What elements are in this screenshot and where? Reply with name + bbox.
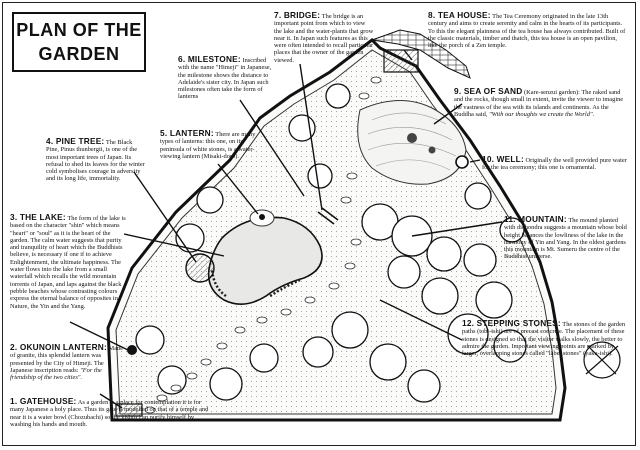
note-sea-quote: "With our thoughts we create the World". — [488, 110, 595, 118]
note-sea-heading: 9. SEA OF SAND — [454, 86, 523, 96]
note-mountain-body: The mound planted with dichondra suggests a mountain whose bold height balances the lowliness of the lake in the harmony of Yin and Yang. In the oldest gardens this mountain is Mt. Sumeru the centre of the Buddhist universe. — [504, 217, 627, 261]
note-gatehouse-heading: 1. GATEHOUSE: — [10, 396, 77, 406]
note-gatehouse-body: As a garden is a place for contemplation it is for many Japanese a holy place. Thus its gate is modelled on that of a temple and near it is a water bowl (Chozubachi) so the visitor can purify himself by washing his hands and mouth. — [10, 399, 209, 428]
note-bridge-body: The bridge is an important point from which to view the lake and the water-plants that grow near it. In Japan such features as this were often intended to recall particular places that the owner of the garden viewed. — [274, 13, 374, 64]
note-okunoin-heading: 2. OKUNOIN LANTERN: — [10, 342, 107, 352]
note-mountain — [504, 216, 630, 261]
note-milestone — [178, 56, 274, 101]
note-lantern — [160, 130, 256, 160]
note-lantern-heading: 5. LANTERN: — [160, 128, 214, 138]
note-teahouse — [428, 12, 628, 49]
title-line-2: GARDEN — [38, 44, 120, 64]
tea-house — [384, 50, 418, 72]
note-teahouse-body: The Tea Ceremony originated in the late 13th century and aims to create serenity and calm in the hearts of its participants. To this the elegant plainness of the tea house has always contributed. Built of the classic materials, timber and thatch, this tea house is an open pavilion, like the porch of a Zen temple. — [428, 13, 626, 50]
note-well-heading: 10. WELL: — [482, 154, 524, 164]
note-okunoin-quote: "For the friendship of the two cities". — [10, 366, 102, 382]
note-okunoin — [10, 344, 126, 381]
note-stones-heading: 12. STEPPING STONES: — [462, 318, 561, 328]
note-mountain-heading: 11. MOUNTAIN: — [504, 214, 567, 224]
title-line-1: PLAN OF THE — [16, 20, 142, 40]
note-bridge — [274, 12, 374, 64]
note-lake-heading: 3. THE LAKE: — [10, 212, 66, 222]
pine-tree — [186, 254, 214, 282]
note-stones-body: The stones of the garden paths (tobi-ishi) are of precast concrete. The placement of these stones is designed so that the visitor walks slowly, the better to admire the garden. Important viewing points are marked by larger, overlapping stones called "label stones" (yaku-ishi). — [462, 321, 626, 358]
note-okunoin-body: Made of granite, this splendid lantern was presented by the City of Himeji. The Japanese inscription reads: — [10, 345, 124, 374]
note-milestone-body: Inscribed with the name "Himeji" in Japanese, the milestone shows the distance to Adelaide's sister city. In Japan such milestones often take the form of lanterns — [178, 57, 272, 101]
note-lake — [10, 214, 128, 310]
note-lake-body: The form of the lake is based on the character "shin" which means "heart" or "soul" as it is the heart of the garden. The calm water suggests that purity and tranquility of heart which the Buddhists believe, is necessary if one if to achieve Enlightenment, the ultimate happiness. The water flows into the lake from a small waterfall which recalls the wild mountain torrents of Japan, and laps against the black pebble beaches whose contrasting colours express the eternal balance of opposites in Nature, the Yin and the Yang. — [10, 215, 126, 310]
note-sea — [454, 88, 630, 118]
okunoin-lantern — [127, 345, 137, 355]
note-well — [482, 156, 628, 172]
sand-rock — [407, 133, 417, 143]
note-milestone-heading: 6. MILESTONE: — [178, 54, 241, 64]
note-gatehouse — [10, 398, 216, 428]
note-lantern-body: There are many types of lanterns: this one, on its peninsula of white stones, is a water-viewing lantern (Misaki-doro). — [160, 131, 256, 160]
note-stones — [462, 320, 630, 357]
sand-rock — [429, 147, 436, 154]
water-lantern — [259, 214, 265, 220]
note-pine — [46, 138, 146, 183]
note-pine-heading: 4. PINE TREE: — [46, 136, 105, 146]
note-well-body: Originally the well provided pure water for the tea ceremony; this one is ornamental. — [482, 157, 627, 172]
well — [456, 156, 468, 168]
note-teahouse-heading: 8. TEA HOUSE: — [428, 10, 491, 20]
note-pine-body: The Black Pine, Pinus thunbergii, is one of the most important trees of Japan. Its refusal to shed its leaves for the winter cold symbolises courage in adversity and its long life, immortality. — [46, 139, 145, 183]
note-bridge-heading: 7. BRIDGE: — [274, 10, 321, 20]
note-sea-body: (Kare-senzui garden): The raked sand and the rocks, though small in extent, invite the viewer to imagine the vastness of the sea with its islands and continents. As the Buddha said, — [454, 89, 624, 118]
